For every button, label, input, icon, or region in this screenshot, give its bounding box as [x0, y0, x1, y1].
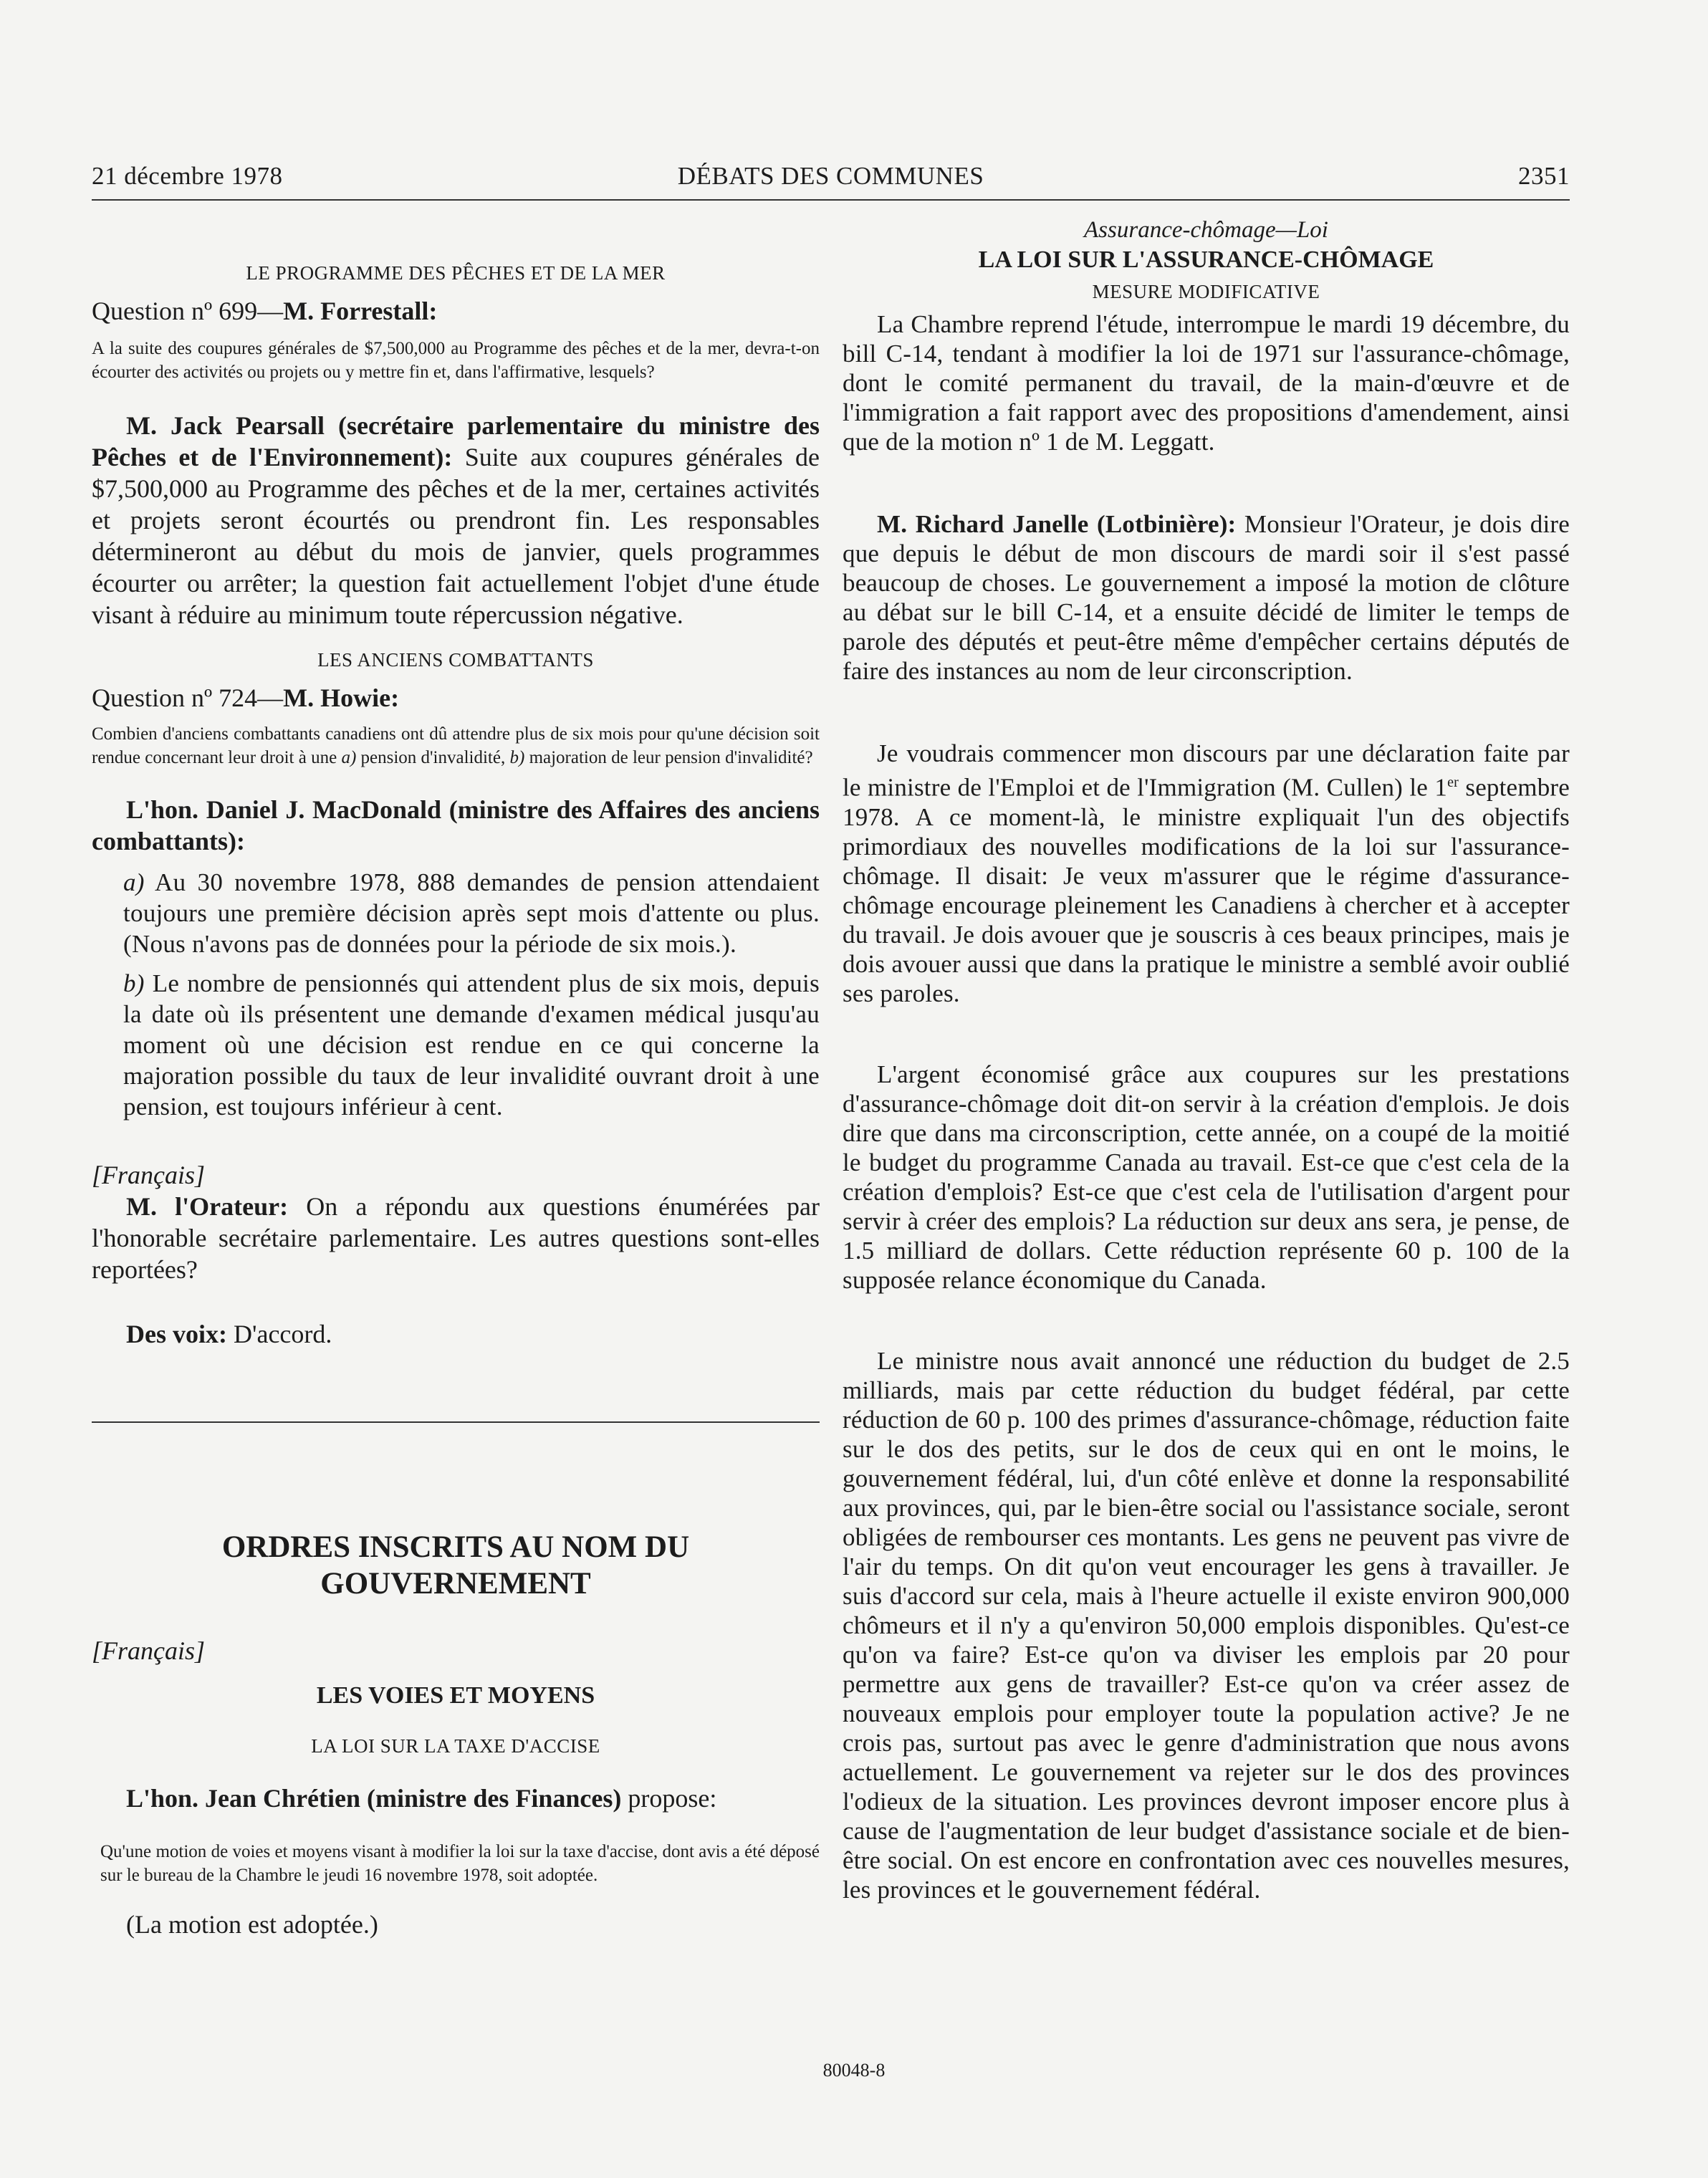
answer-a-text: Au 30 novembre 1978, 888 demandes de pension attendaient toujours une première décision après sept mois d'attente ou plus. (Nous n'avons pas de données pour la période de six mois.). [123, 868, 820, 958]
speaker-voix: Des voix: [126, 1320, 227, 1348]
answer-724-b [92, 968, 820, 1122]
speaker-chretien: L'hon. Jean Chrétien (ministre des Finances) [126, 1784, 622, 1813]
superscript: er [1447, 774, 1459, 790]
question-number: Question nº 724— [92, 683, 284, 712]
question-724 [92, 682, 820, 714]
left-column [92, 215, 820, 1940]
speaker-janelle: M. Richard Janelle (Lotbinière): [877, 510, 1237, 538]
question-author: M. Howie: [283, 683, 400, 712]
question-724-text-part: pension d'invalidité, [356, 748, 510, 767]
voix-text: D'accord. [226, 1320, 332, 1348]
question-number: Question nº 699— [92, 297, 284, 325]
speaker-macdonald: L'hon. Daniel J. MacDonald (ministre des Affaires des anciens combattants): [92, 795, 820, 855]
question-699-text: A la suite des coupures générales de $7,500,000 au Programme des pêches et de la mer, devra-t-on écourter des activités ou projets ou y mettre fin et, dans l'affirmative, lesquels? [92, 339, 820, 382]
header-date: 21 décembre 1978 [92, 162, 283, 190]
question-724-text-part: Combien d'anciens combattants canadiens ont dû attendre plus de six mois pour qu'une décision soit rendue concernant leur droit à une [92, 724, 820, 767]
item-a-label: a) [341, 748, 357, 767]
item-b-label: b) [509, 748, 525, 767]
language-marker-2 [92, 1635, 820, 1666]
paragraph-3 [843, 739, 1570, 1008]
voix-statement [92, 1318, 820, 1350]
answer-b-label: b) [123, 969, 145, 997]
motion-text: Qu'une motion de voies et moyens visant à modifier la loi sur la taxe d'accise, dont avis a été déposé sur le bureau de la Chambre le jeudi 16 novembre 1978, soit adoptée. [100, 1842, 820, 1885]
page-footer-code: 80048-8 [822, 2060, 886, 2081]
motion-adopted: (La motion est adoptée.) [126, 1910, 378, 1939]
section-divider [92, 1421, 820, 1423]
paragraph-4: L'argent économisé grâce aux coupures sur les prestations d'assurance-chômage doit dit-on servir à la création d'emplois. Je dois dire que dans ma circonscription, cette année, on a coupé de la moitié le budget du programme Canada au travail. Est-ce que c'est cela de la création d'emplois? Est-ce que c'est cela de l'utilisation d'argent pour servir à créer des emplois? La réduction sur deux ans sera, je pense, de 1.5 milliard de dollars. Cette réduction représente 60 p. 100 de la supposée relance économique du Canada. [843, 1060, 1570, 1294]
paragraph-5: Le ministre nous avait annoncé une réduction du budget de 2.5 milliards, mais par cette réduction du budget fédéral, par cette réduction de 60 p. 100 des primes d'assurance-chômage, réduction faite sur le dos des petits, sur le dos de ceux qui en ont le moins, le gouvernement fédéral, lui, d'un côté enlève et donne la responsabilité aux provinces, qui, par le bien-être social ou l'assistance sociale, seront obligées de rembourser ces montants. Les gens ne peuvent pas vivre de l'air du temps. On dit qu'on veut encourager les gens à travailler. Je suis d'accord sur cela, mais à l'heure actuelle il existe environ 900,000 chômeurs et il n'y a qu'environ 50,000 emplois disponibles. Qu'est-ce qu'on va faire? Est-ce qu'on va diviser les emplois par 20 pour permettre aux gens de travailler? Est-ce qu'on va créer assez de nouveaux emplois pour employer toute la population active? Je ne crois pas, surtout pas avec le genre d'administration que nous avons actuellement. Le gouvernement va rejeter sur le dos des provinces l'odieux de la situation. Les provinces devront imposer encore plus à cause de l'augmentation de leur budget d'assistance sociale et de bien-être social. On est encore en confrontation avec ces nouvelles mesures, les provinces et le gouvernement fédéral. [843, 1346, 1570, 1904]
orateur-statement [92, 1191, 820, 1285]
page-header [92, 162, 1570, 201]
answer-a-label: a) [123, 868, 145, 896]
speaker-orateur: M. l'Orateur: [126, 1192, 289, 1221]
speaker-pearsall: M. Jack Pearsall (secrétaire parlementaire du ministre des Pêches et de l'Environnement): [92, 411, 820, 471]
paragraph-2-text: Monsieur l'Orateur, je dois dire que depuis le début de mon discours de mardi soir il s'est passé beaucoup de choses. Le gouvernement a imposé la motion de clôture au débat sur le bill C-14, et a ensuite décidé de limiter le temps de parole des députés et peut-être même d'empêcher certains députés de faire des instances au nom de leur circonscription. [843, 510, 1570, 685]
running-head: Assurance-chômage—Loi [1084, 217, 1328, 243]
chretien-motion [92, 1783, 820, 1814]
paragraph-1: La Chambre reprend l'étude, interrompue le mardi 19 décembre, du bill C-14, tendant à modifier la loi de 1971 sur l'assurance-chômage, dont le comité permanent du travail, de la main-d'œuvre et de l'immigration a fait rapport avec des propositions d'amendement, ainsi que de la motion nº 1 de M. Leggatt. [843, 310, 1570, 456]
language-marker-text: [Français] [92, 1161, 206, 1189]
header-page-number: 2351 [1518, 162, 1570, 190]
question-724-text [92, 722, 820, 769]
answer-b-text: Le nombre de pensionnés qui attendent plus de six mois, depuis la date où ils présentent une demande d'examen médical jusqu'au moment où une décision est rendue en ce qui concerne la majoration possible du taux de leur invalidité ouvrant droit à une pension, est toujours inférieur à cent. [123, 969, 820, 1121]
header-title: DÉBATS DES COMMUNES [677, 162, 984, 190]
voies-moyens-heading: LES VOIES ET MOYENS [316, 1682, 595, 1709]
language-marker-text: [Français] [92, 1636, 206, 1665]
chretien-text: propose: [621, 1784, 717, 1813]
section-heading-peches: LE PROGRAMME DES PÊCHES ET DE LA MER [246, 262, 666, 284]
paragraph-2 [843, 509, 1570, 686]
answer-699 [92, 410, 820, 630]
bill-subtitle: MESURE MODIFICATIVE [1092, 281, 1320, 302]
question-724-text-part: majoration de leur pension d'invalidité? [524, 748, 813, 767]
answer-724-a [92, 867, 820, 959]
section-heading-anciens-combattants: LES ANCIENS COMBATTANTS [317, 649, 594, 671]
answer-699-text: Suite aux coupures générales de $7,500,000 au Programme des pêches et de la mer, certaines activités et projets seront écourtés ou prendront fin. Les responsables détermineront au début du mois de janvier, quels programmes écourter ou arrêter; la question fait actuellement l'objet d'une étude visant à réduire au minimum toute répercussion négative. [92, 443, 820, 629]
orders-title: ORDRES INSCRITS AU NOM DU GOUVERNEMENT [221, 1530, 690, 1601]
paragraph-3-text: Je voudrais commencer mon discours par une déclaration faite par le ministre de l'Emploi et de l'Immigration (M. Cullen) le 1 [843, 739, 1570, 802]
bill-title: LA LOI SUR L'ASSURANCE-CHÔMAGE [978, 246, 1434, 273]
question-author: M. Forrestall: [283, 297, 438, 325]
orateur-text: On a répondu aux questions énumérées par l'honorable secrétaire parlementaire. Les autres questions sont-elles reportées? [92, 1192, 820, 1284]
taxe-accise-heading: LA LOI SUR LA TAXE D'ACCISE [311, 1735, 600, 1757]
right-column [843, 215, 1570, 1904]
question-699 [92, 295, 820, 327]
paragraph-3-text: septembre 1978. A ce moment-là, le ministre expliquait l'un des objectifs primordiaux des nouvelles modifications de la loi sur l'assurance-chômage. Il disait: Je veux m'assurer que le régime d'assurance-chômage encourage pleinement les Canadiens à chercher et à accepter du travail. Je dois avouer que je souscris à ces beaux principes, mais je dois avouer aussi que dans la pratique le ministre a semblé avoir oublié ses paroles. [843, 773, 1570, 1007]
language-marker [92, 1159, 820, 1191]
